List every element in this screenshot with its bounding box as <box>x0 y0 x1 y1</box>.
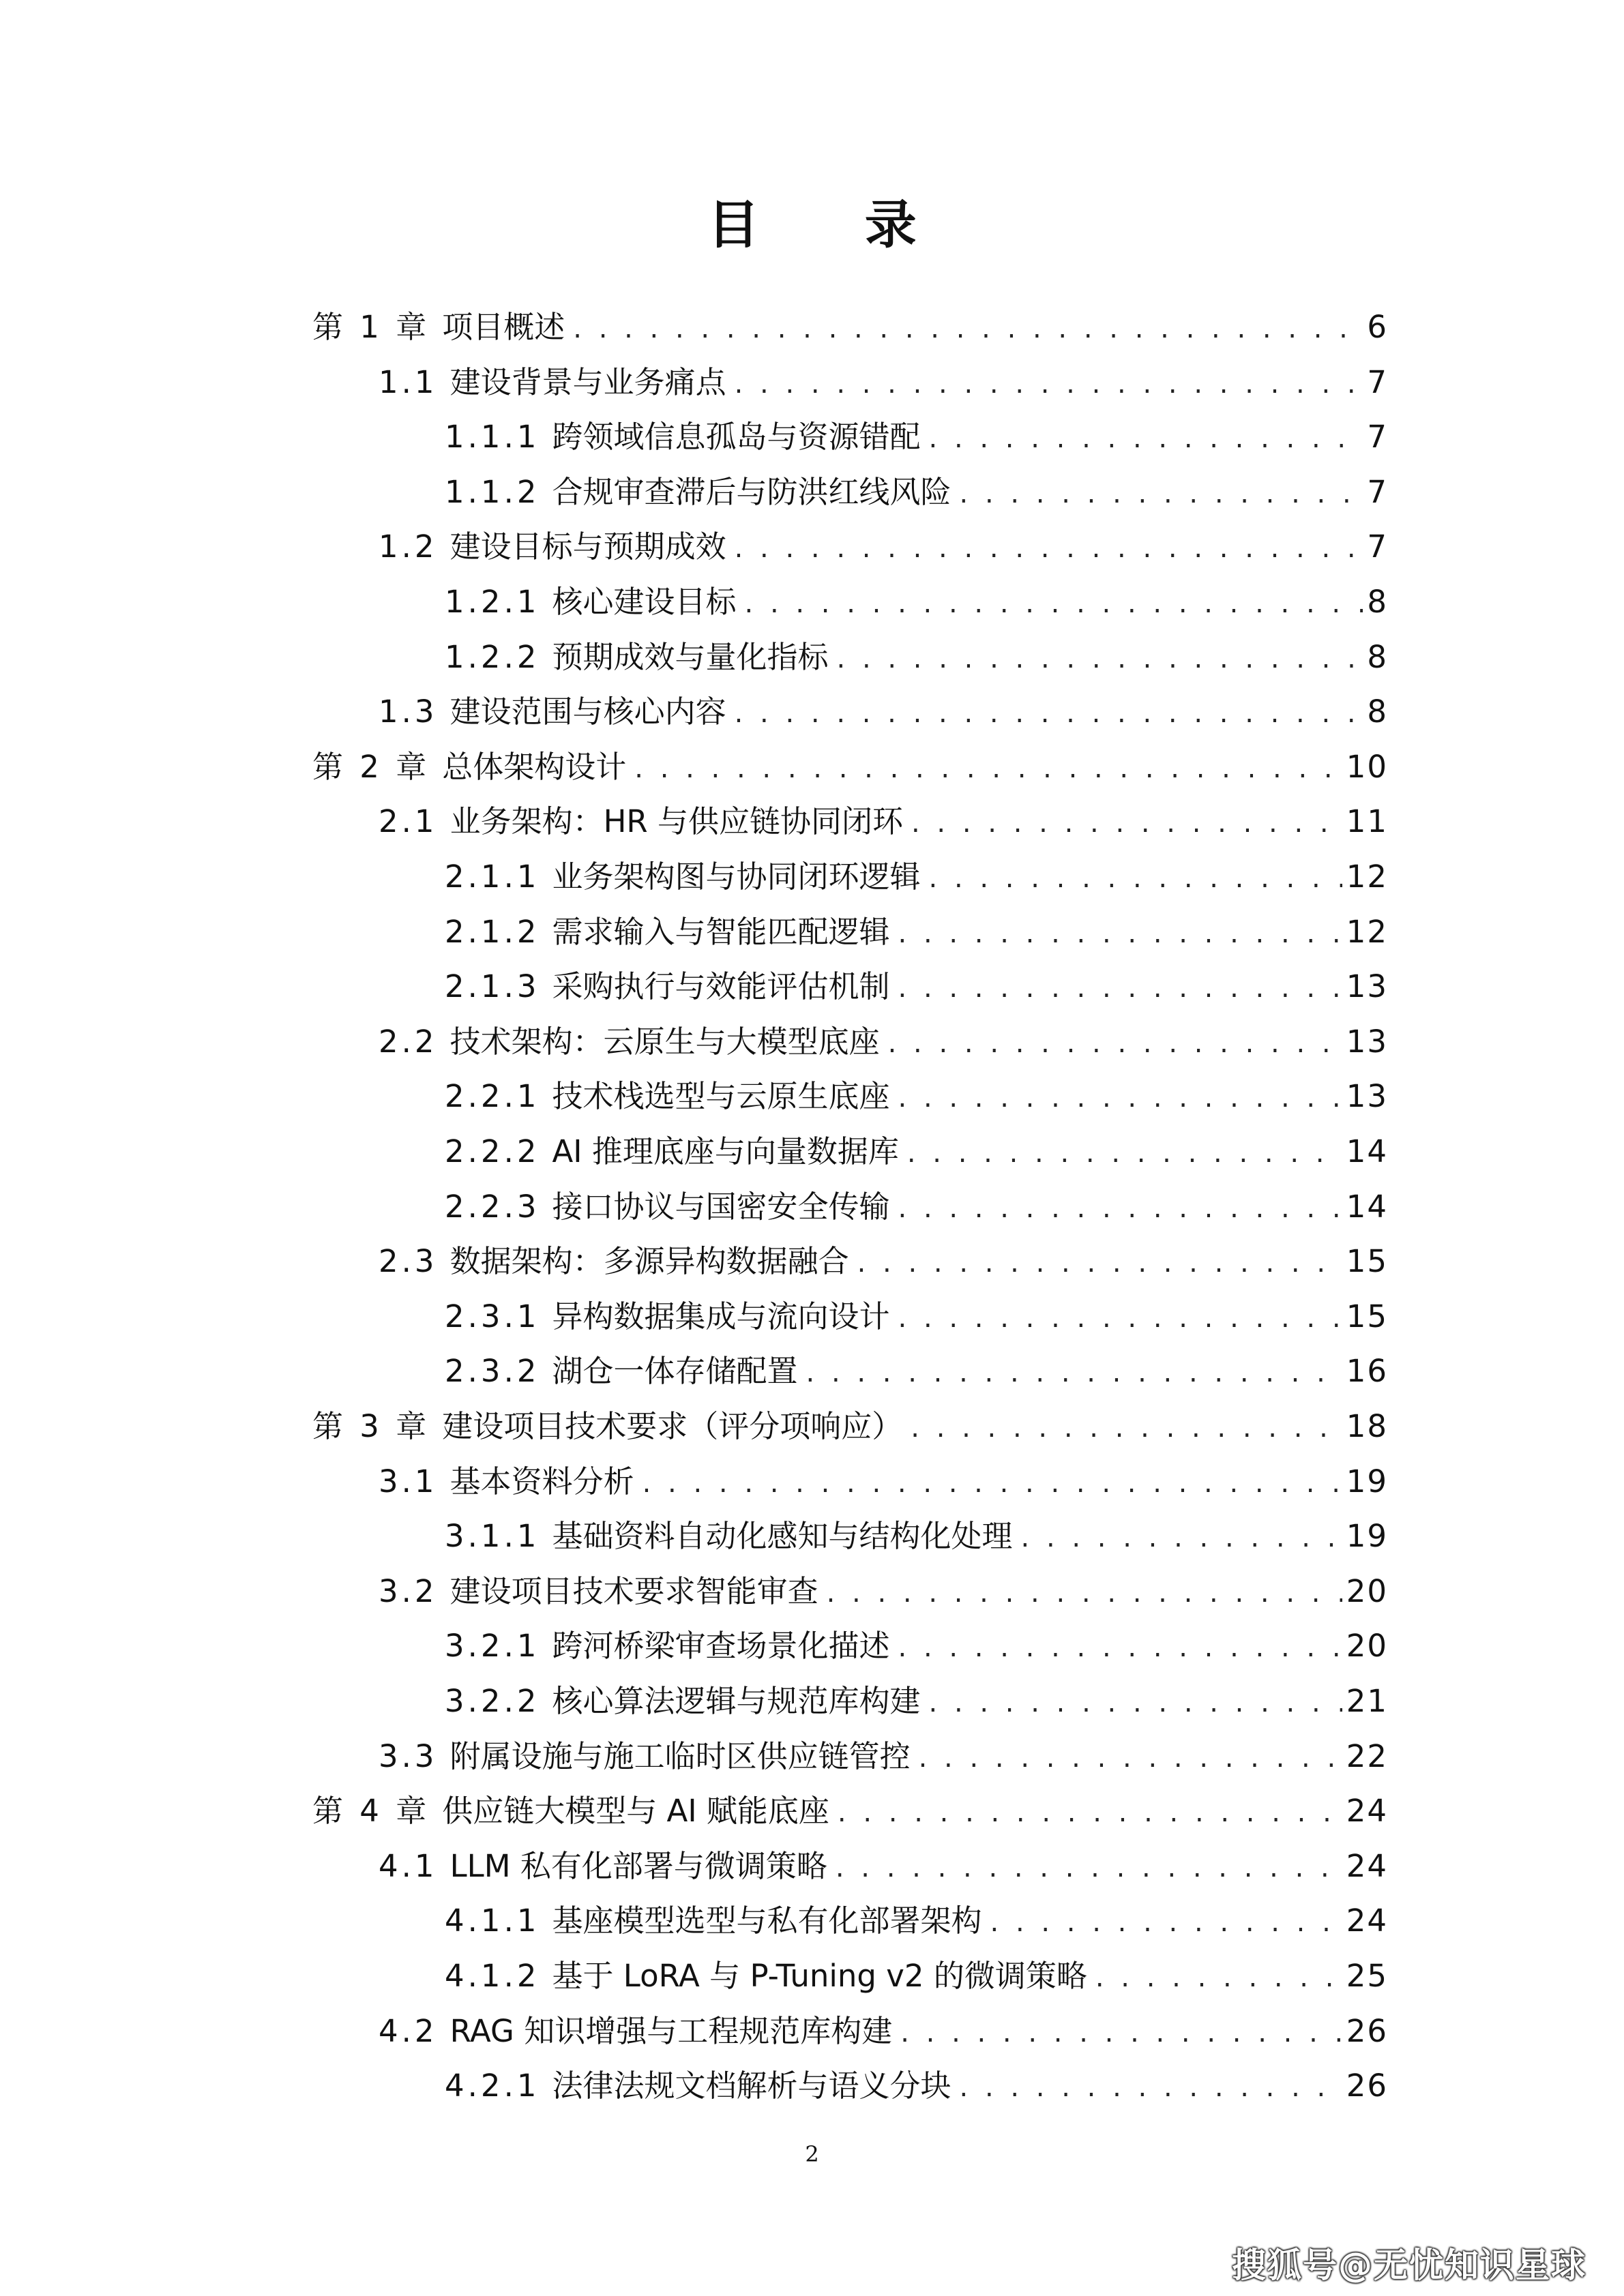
toc-entry-number: 4.1.1 <box>445 1903 540 1939</box>
toc-entry[interactable] <box>312 1399 1388 1454</box>
toc-entry-page: 14 <box>1346 1189 1388 1225</box>
toc-dot-leader <box>898 1180 1342 1234</box>
toc-entry-number: 4.1.2 <box>445 1958 540 1994</box>
toc-entry[interactable] <box>445 410 1388 464</box>
toc-entry-page: 7 <box>1367 364 1388 400</box>
toc-dot-leader <box>900 2004 1342 2059</box>
toc-dot-leader <box>634 740 1342 794</box>
toc-dot-leader <box>907 1124 1342 1179</box>
toc-entry-page: 8 <box>1367 584 1388 620</box>
toc-dot-leader <box>888 1015 1342 1069</box>
toc-entry-number: 2.2.3 <box>445 1189 540 1225</box>
toc-dot-leader <box>960 2059 1342 2113</box>
toc-entry-title: 预期成效与量化指标 <box>552 639 829 675</box>
toc-entry-title: 法律法规文档解析与语义分块 <box>552 2068 951 2104</box>
toc-entry-title: 业务架构图与协同闭环逻辑 <box>552 859 921 895</box>
toc-entry-title: 异构数据集成与流向设计 <box>552 1298 890 1335</box>
toc-entry-number: 第 1 章 <box>312 309 430 345</box>
toc-entry-number: 1.3 <box>379 694 438 730</box>
toc-entry-title: 基本资料分析 <box>449 1463 634 1500</box>
toc-entry[interactable] <box>445 1289 1388 1344</box>
toc-dot-leader <box>898 1069 1342 1124</box>
page-title: 目 录 <box>707 194 960 255</box>
toc-entry-page: 13 <box>1346 1078 1388 1114</box>
toc-entry[interactable] <box>445 1124 1388 1179</box>
toc-entry-number: 1.2.2 <box>445 639 540 675</box>
toc-entry-page: 12 <box>1346 859 1388 895</box>
toc-entry-number: 3.3 <box>379 1738 438 1774</box>
toc-entry[interactable] <box>312 300 1388 355</box>
toc-entry-number: 2.1.3 <box>445 968 540 1004</box>
toc-entry-page: 8 <box>1367 639 1388 675</box>
toc-entry-page: 7 <box>1367 419 1388 455</box>
toc-entry-page: 22 <box>1346 1738 1388 1774</box>
toc-entry-title: 附属设施与施工临时区供应链管控 <box>449 1738 911 1774</box>
toc-entry[interactable] <box>445 905 1388 959</box>
toc-dot-leader <box>929 1674 1342 1729</box>
toc-entry[interactable] <box>445 850 1388 904</box>
toc-entry-title: 技术架构：云原生与大模型底座 <box>449 1024 880 1060</box>
toc-entry-number: 第 3 章 <box>312 1408 430 1444</box>
toc-dot-leader <box>911 1399 1342 1454</box>
toc-entry-title: 核心建设目标 <box>552 584 737 620</box>
toc-dot-leader <box>919 1729 1342 1784</box>
toc-entry[interactable] <box>445 2059 1388 2113</box>
toc-entry-number: 2.1.1 <box>445 859 540 895</box>
toc-dot-leader <box>898 959 1342 1014</box>
toc-entry[interactable] <box>312 1784 1388 1838</box>
toc-dot-leader <box>837 630 1363 685</box>
toc-entry-number: 3.2 <box>379 1573 438 1609</box>
toc-entry[interactable] <box>445 1180 1388 1234</box>
toc-entry[interactable] <box>379 1564 1388 1619</box>
toc-entry-title: RAG 知识增强与工程规范库构建 <box>449 2013 893 2049</box>
toc-entry-title: 核心算法逻辑与规范库构建 <box>552 1683 921 1719</box>
toc-entry-number: 3.1 <box>379 1463 438 1500</box>
toc-dot-leader <box>1095 1949 1342 2003</box>
toc-dot-leader <box>911 794 1342 849</box>
toc-entry-title: 数据架构：多源异构数据融合 <box>449 1243 849 1279</box>
toc-entry-page: 15 <box>1346 1298 1388 1335</box>
toc-dot-leader <box>898 905 1342 959</box>
toc-entry-number: 2.3.1 <box>445 1298 540 1335</box>
toc-entry[interactable] <box>445 1894 1388 1948</box>
toc-dot-leader <box>960 465 1363 520</box>
toc-entry-title: AI 推理底座与向量数据库 <box>552 1133 899 1169</box>
toc-entry[interactable] <box>379 355 1388 410</box>
toc-entry[interactable] <box>312 740 1388 794</box>
toc-dot-leader <box>827 1564 1342 1619</box>
toc-entry-page: 21 <box>1346 1683 1388 1719</box>
toc-dot-leader <box>735 520 1363 574</box>
toc-entry-page: 18 <box>1346 1408 1388 1444</box>
toc-entry-title: 业务架构：HR 与供应链协同闭环 <box>449 803 903 839</box>
toc-entry-page: 14 <box>1346 1133 1388 1169</box>
toc-dot-leader <box>898 1619 1342 1673</box>
toc-entry-page: 20 <box>1346 1628 1388 1664</box>
toc-entry-page: 11 <box>1346 803 1388 839</box>
toc-entry-number: 3.1.1 <box>445 1518 540 1554</box>
toc-dot-leader <box>898 1289 1342 1344</box>
toc-entry[interactable] <box>445 1344 1388 1399</box>
toc-entry-page: 24 <box>1346 1848 1388 1884</box>
toc-entry-title: 基座模型选型与私有化部署架构 <box>552 1903 982 1939</box>
toc-entry-page: 8 <box>1367 694 1388 730</box>
toc-entry[interactable] <box>445 1949 1388 2003</box>
toc-entry-title: 跨河桥梁审查场景化描述 <box>552 1628 890 1664</box>
toc-entry-title: 湖仓一体存储配置 <box>552 1353 798 1389</box>
toc-entry-number: 2.1.2 <box>445 914 540 950</box>
toc-dot-leader <box>929 850 1342 904</box>
toc-entry-page: 19 <box>1346 1463 1388 1500</box>
toc-entry-number: 1.1.2 <box>445 474 540 510</box>
toc-entry-number: 1.2 <box>379 528 438 565</box>
toc-dot-leader <box>1021 1509 1342 1564</box>
toc-entry-title: 技术栈选型与云原生底座 <box>552 1078 890 1114</box>
toc-dot-leader <box>838 1784 1342 1838</box>
toc-entry-number: 第 4 章 <box>312 1793 430 1829</box>
watermark: 搜狐号@无忧知识星球 <box>1232 2246 1586 2285</box>
toc-entry[interactable] <box>379 685 1388 739</box>
toc-entry-number: 2.2 <box>379 1024 438 1060</box>
toc-entry[interactable] <box>379 520 1388 574</box>
toc-dot-leader <box>573 300 1363 355</box>
toc-dot-leader <box>745 575 1363 629</box>
toc-entry-title: LLM 私有化部署与微调策略 <box>449 1848 827 1884</box>
toc-entry-page: 16 <box>1346 1353 1388 1389</box>
toc-entry-title: 建设背景与业务痛点 <box>449 364 726 400</box>
toc-dot-leader <box>990 1894 1342 1948</box>
toc-entry-title: 基于 LoRA 与 P-Tuning v2 的微调策略 <box>552 1958 1087 1994</box>
toc-entry-number: 4.2 <box>379 2013 438 2049</box>
toc-entry-page: 10 <box>1346 749 1388 785</box>
toc-entry-title: 跨领域信息孤岛与资源错配 <box>552 419 921 455</box>
toc-dot-leader <box>643 1455 1342 1509</box>
toc-entry[interactable] <box>379 794 1388 849</box>
toc-entry-number: 3.2.1 <box>445 1628 540 1664</box>
toc-entry[interactable] <box>379 1839 1388 1894</box>
toc-entry[interactable] <box>379 2004 1388 2059</box>
toc-entry[interactable] <box>379 1729 1388 1784</box>
toc-entry[interactable] <box>445 465 1388 520</box>
toc-entry[interactable] <box>445 1069 1388 1124</box>
toc-entry[interactable] <box>379 1234 1388 1289</box>
toc-dot-leader <box>735 355 1363 410</box>
toc-entry-page: 26 <box>1346 2013 1388 2049</box>
toc-entry-page: 12 <box>1346 914 1388 950</box>
toc-entry-title: 采购执行与效能评估机制 <box>552 968 890 1004</box>
toc-entry-title: 合规审查滞后与防洪红线风险 <box>552 474 951 510</box>
toc-entry-title: 建设项目技术要求（评分项响应） <box>442 1408 903 1444</box>
toc-entry-page: 24 <box>1346 1793 1388 1829</box>
toc-entry[interactable] <box>379 1015 1388 1069</box>
toc-entry-number: 3.2.2 <box>445 1683 540 1719</box>
toc-entry-title: 建设目标与预期成效 <box>449 528 726 565</box>
toc-entry-page: 13 <box>1346 1024 1388 1060</box>
toc-entry-number: 2.2.1 <box>445 1078 540 1114</box>
toc-entry-title: 项目概述 <box>442 309 565 345</box>
toc-entry-page: 6 <box>1367 309 1388 345</box>
toc-entry-number: 4.1 <box>379 1848 438 1884</box>
toc-entry-number: 4.2.1 <box>445 2068 540 2104</box>
toc-entry-page: 7 <box>1367 528 1388 565</box>
toc-entry[interactable] <box>445 1619 1388 1673</box>
toc-entry-title: 需求输入与智能匹配逻辑 <box>552 914 890 950</box>
toc-dot-leader <box>857 1234 1342 1289</box>
toc-entry-title: 供应链大模型与 AI 赋能底座 <box>442 1793 829 1829</box>
toc-entry-number: 2.3 <box>379 1243 438 1279</box>
toc-entry-number: 1.1.1 <box>445 419 540 455</box>
toc-dot-leader <box>806 1344 1342 1399</box>
toc-entry-page: 13 <box>1346 968 1388 1004</box>
toc-entry[interactable] <box>445 630 1388 685</box>
toc-entry-number: 第 2 章 <box>312 749 430 785</box>
toc-entry-page: 26 <box>1346 2068 1388 2104</box>
toc-entry[interactable] <box>445 575 1388 629</box>
page-number: 2 <box>805 2141 819 2167</box>
toc-dot-leader <box>735 685 1363 739</box>
toc-entry[interactable] <box>445 1509 1388 1564</box>
toc-dot-leader <box>836 1839 1342 1894</box>
toc-entry-number: 2.2.2 <box>445 1133 540 1169</box>
toc-entry-page: 25 <box>1346 1958 1388 1994</box>
toc-entry-number: 1.1 <box>379 364 438 400</box>
toc-entry-number: 2.3.2 <box>445 1353 540 1389</box>
toc-entry[interactable] <box>445 959 1388 1014</box>
toc-entry-page: 20 <box>1346 1573 1388 1609</box>
toc-entry[interactable] <box>379 1455 1388 1509</box>
toc-entry-number: 2.1 <box>379 803 438 839</box>
toc-entry-title: 总体架构设计 <box>442 749 627 785</box>
toc-entry-title: 建设项目技术要求智能审查 <box>449 1573 818 1609</box>
toc-entry-page: 19 <box>1346 1518 1388 1554</box>
toc-entry-title: 接口协议与国密安全传输 <box>552 1189 890 1225</box>
toc-entry-page: 7 <box>1367 474 1388 510</box>
toc-entry-title: 基础资料自动化感知与结构化处理 <box>552 1518 1013 1554</box>
toc-entry-page: 15 <box>1346 1243 1388 1279</box>
toc-entry-title: 建设范围与核心内容 <box>449 694 726 730</box>
toc-entry-number: 1.2.1 <box>445 584 540 620</box>
toc-entry[interactable] <box>445 1674 1388 1729</box>
toc-entry-page: 24 <box>1346 1903 1388 1939</box>
toc-dot-leader <box>929 410 1363 464</box>
